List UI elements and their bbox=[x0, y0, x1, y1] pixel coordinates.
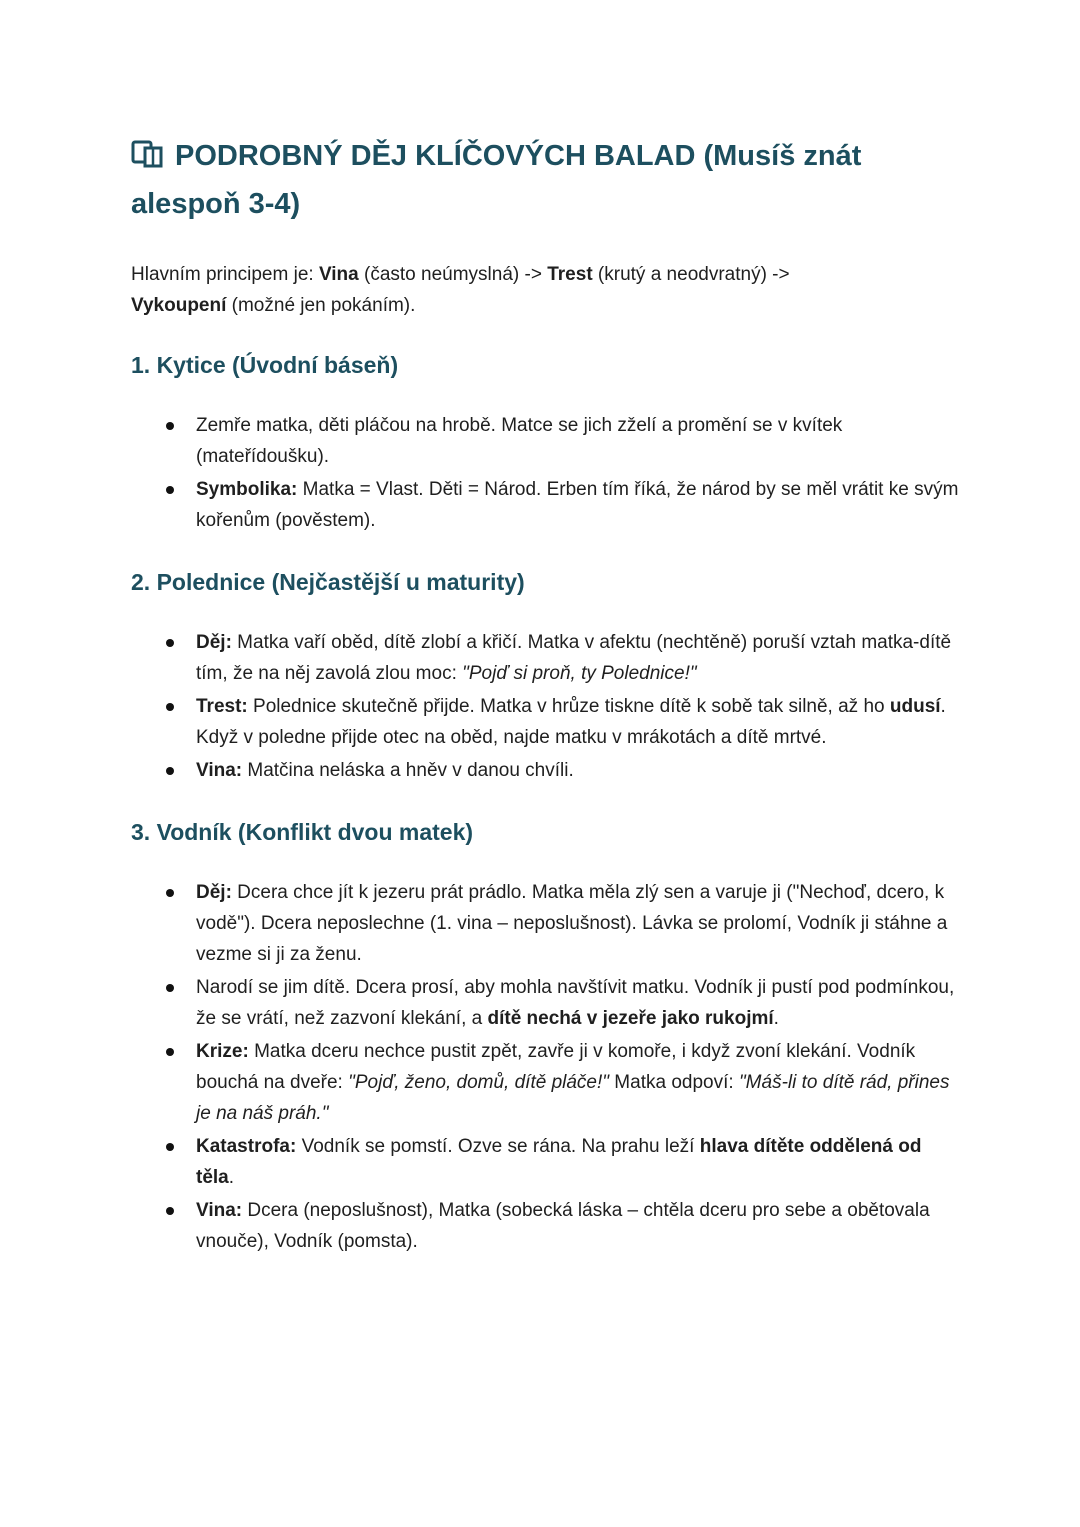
item-label: Vina: bbox=[196, 1200, 243, 1221]
item-label: Symbolika: bbox=[196, 479, 298, 500]
item-text: . Když v poledne přijde otec na oběd, najde matku v mrákotách a dítě mrtvé. bbox=[196, 696, 946, 748]
section-list-kytice bbox=[131, 410, 961, 536]
item-quote: "Pojď si proň, ty Polednice!" bbox=[462, 663, 697, 684]
item-label: Vina: bbox=[196, 760, 243, 781]
list-item bbox=[131, 1131, 961, 1193]
intro-bold-trest: Trest bbox=[547, 264, 593, 285]
intro-text: (krutý a neodvratný) -> bbox=[592, 264, 790, 285]
list-item bbox=[131, 972, 961, 1034]
section-list-polednice bbox=[131, 627, 961, 786]
item-label: Děj: bbox=[196, 632, 232, 653]
intro-text: (možné jen pokáním). bbox=[226, 295, 416, 316]
list-item bbox=[131, 691, 961, 753]
item-quote: "Máš-li to dítě rád, přines je na náš práh." bbox=[196, 1072, 950, 1124]
section-heading-polednice: 2. Polednice (Nejčastější u maturity) bbox=[131, 569, 525, 595]
item-text: Dcera chce jít k jezeru prát prádlo. Matka měla zlý sen a varuje ji ("Nechoď, dcero, k vodě"). Dcera neposlechne (1. vina – neposlušnost). Lávka se prolomí, Vodník ji stáhne a vezme si ji za ženu. bbox=[196, 882, 948, 965]
item-text: Polednice skutečně přijde. Matka v hrůze tiskne dítě k sobě tak silně, až ho bbox=[247, 696, 890, 717]
item-text: . bbox=[773, 1008, 779, 1029]
item-emphasis: udusí bbox=[889, 696, 941, 717]
book-pages-icon bbox=[131, 140, 165, 168]
item-text: Matčina neláska a hněv v danou chvíli. bbox=[242, 760, 574, 781]
intro-text: Hlavním principem je: bbox=[131, 264, 319, 285]
item-emphasis: hlava dítěte oddělená od těla bbox=[196, 1136, 922, 1188]
list-item bbox=[131, 410, 961, 472]
section-list-vodnik bbox=[131, 877, 961, 1257]
item-text: Zemře matka, děti pláčou na hrobě. Matce se jich zželí a promění se v kvítek (mateřídoušku). bbox=[196, 415, 843, 467]
intro-text: (často neúmyslná) -> bbox=[358, 264, 548, 285]
item-label: Děj: bbox=[196, 882, 232, 903]
page-title bbox=[131, 132, 961, 228]
item-text: Matka vaří oběd, dítě zlobí a křičí. Matka v afektu (nechtěně) poruší vztah matka-dítě tím, že na něj zavolá zlou moc: bbox=[196, 632, 952, 684]
list-item bbox=[131, 1036, 961, 1129]
intro-bold-vykoupeni: Vykoupení bbox=[131, 295, 227, 316]
list-item bbox=[131, 877, 961, 970]
intro-paragraph bbox=[131, 259, 961, 321]
item-text: Vodník se pomstí. Ozve se rána. Na prahu leží bbox=[296, 1136, 700, 1157]
section-heading-vodnik: 3. Vodník (Konflikt dvou matek) bbox=[131, 819, 474, 845]
item-text: . bbox=[228, 1167, 235, 1188]
list-item bbox=[131, 755, 961, 786]
title-line1: PODROBNÝ DĚJ KLÍČOVÝCH BALAD (Musíš znát bbox=[175, 140, 862, 172]
item-emphasis: dítě nechá v jezeře jako rukojmí bbox=[487, 1008, 774, 1029]
intro-bold-vina: Vina bbox=[318, 264, 359, 285]
document-page bbox=[131, 132, 961, 1259]
list-item bbox=[131, 627, 961, 689]
item-text: Matka odpoví: bbox=[609, 1072, 739, 1093]
list-item bbox=[131, 474, 961, 536]
item-text: Matka dceru nechce pustit zpět, zavře ji v komoře, i když zvoní klekání. Vodník bouchá na dveře: bbox=[196, 1041, 916, 1093]
item-text: Narodí se jim dítě. Dcera prosí, aby mohla navštívit matku. Vodník ji pustí pod podmínkou, že se vrátí, než zazvoní klekání, a bbox=[196, 977, 955, 1029]
item-label: Katastrofa: bbox=[196, 1136, 297, 1157]
title-line2: alespoň 3-4) bbox=[131, 188, 301, 220]
item-text: Matka = Vlast. Děti = Národ. Erben tím říká, že národ by se měl vrátit ke svým kořenům (pověstem). bbox=[196, 479, 959, 531]
section-heading-kytice: 1. Kytice (Úvodní báseň) bbox=[131, 352, 399, 378]
item-label: Krize: bbox=[196, 1041, 249, 1062]
item-quote: "Pojď, ženo, domů, dítě pláče!" bbox=[348, 1072, 610, 1093]
item-text: Dcera (neposlušnost), Matka (sobecká láska – chtěla dceru pro sebe a obětovala vnouče), Vodník (pomsta). bbox=[196, 1200, 930, 1252]
item-label: Trest: bbox=[196, 696, 248, 717]
list-item bbox=[131, 1195, 961, 1257]
